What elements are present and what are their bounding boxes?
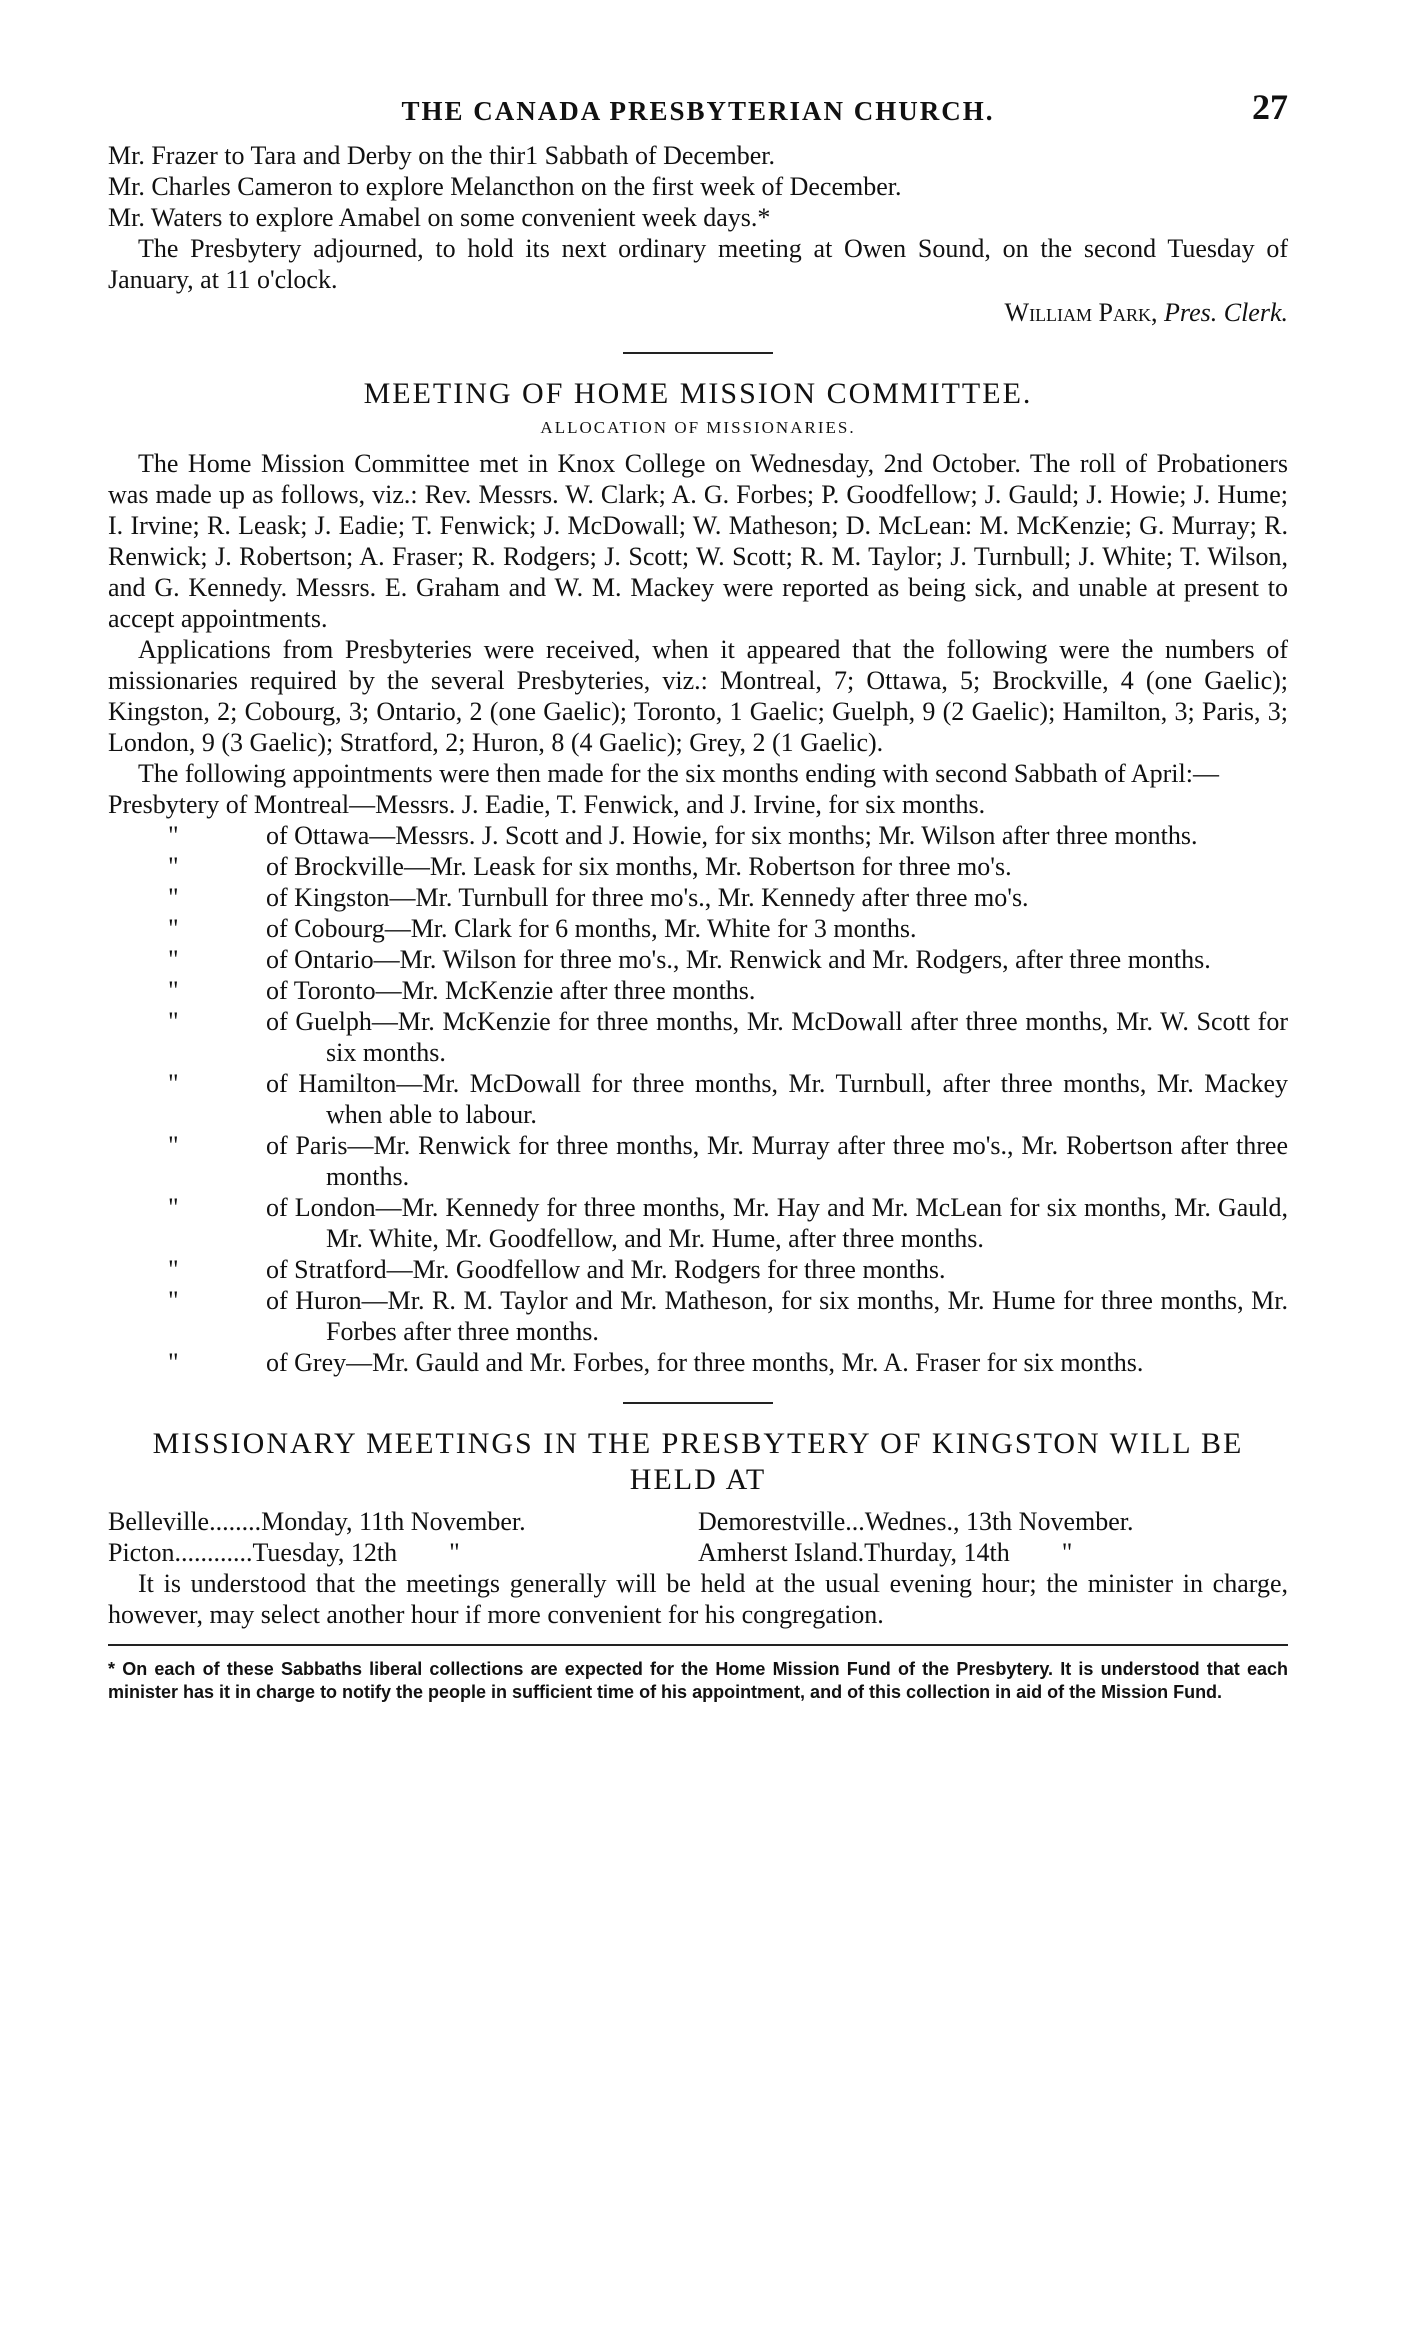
appointments-list [108,789,1288,1378]
schedule-entry: Picton............Tuesday, 12th " [108,1538,460,1567]
section-heading: MEETING OF HOME MISSION COMMITTEE. [363,377,1033,410]
appointment-entry [108,789,1288,820]
ditto-mark: " [168,1348,179,1377]
appointment-entry [108,1068,1288,1130]
ditto-mark: " [168,976,179,1005]
appointment-entry [108,820,1288,851]
appointment-entry [108,1192,1288,1254]
appointment-text: of Huron—Mr. R. M. Taylor and Mr. Matheson, for six months, Mr. Hume for three months, Mr. Forbes after three months. [266,1286,1288,1346]
appointment-text: of Paris—Mr. Renwick for three months, Mr. Murray after three mo's., Mr. Robertson after three months. [266,1131,1288,1191]
ditto-mark: " [168,1069,179,1098]
ditto-mark: " [168,883,179,912]
appointment-line: Mr. Frazer to Tara and Derby on the thir1 Sabbath of December. [108,141,775,170]
footnote-divider [108,1644,1288,1646]
ditto-mark: " [168,1193,179,1222]
section-divider [623,1402,773,1404]
meeting-note: It is understood that the meetings generally will be held at the usual evening hour; the minister in charge, however, may select another hour if more convenient for his congregation. [108,1569,1288,1629]
appointment-entry [108,1285,1288,1347]
appointment-entry [108,1254,1288,1285]
ditto-mark: " [168,1255,179,1284]
section-subheading: ALLOCATION OF MISSIONARIES. [540,418,856,437]
appointment-text: of Hamilton—Mr. McDowall for three months, Mr. Turnbull, after three months, Mr. Mackey when able to labour. [266,1069,1288,1129]
appointment-text: of London—Mr. Kennedy for three months, Mr. Hay and Mr. McLean for six months, Mr. Gauld, Mr. White, Mr. Goodfellow, and Mr. Hume, after three months. [266,1193,1288,1253]
adjournment-paragraph: The Presbytery adjourned, to hold its next ordinary meeting at Owen Sound, on the second Tuesday of January, at 11 o'clock. [108,234,1288,294]
section-divider [623,352,773,354]
appointment-text: of Guelph—Mr. McKenzie for three months, Mr. McDowall after three months, Mr. W. Scott for six months. [266,1007,1288,1067]
presbytery-appointments [108,140,1288,328]
appointment-entry [108,882,1288,913]
ditto-mark: " [168,1286,179,1315]
appointment-line: Mr. Waters to explore Amabel on some convenient week days.* [108,203,771,232]
ditto-mark: " [168,1007,179,1036]
meeting-schedule [108,1506,1288,1568]
appointment-text: of Kingston—Mr. Turnbull for three mo's., Mr. Kennedy after three mo's. [266,883,1029,912]
appointment-entry [108,913,1288,944]
page [108,80,1288,1704]
appointment-text: of Ontario—Mr. Wilson for three mo's., Mr. Renwick and Mr. Rodgers, after three months. [266,945,1211,974]
appointments-intro: The following appointments were then made for the six months ending with second Sabbath of April:— [138,759,1219,788]
schedule-entry: Belleville........Monday, 11th November. [108,1507,526,1536]
appointment-text: of Brockville—Mr. Leask for six months, Mr. Robertson for three mo's. [266,852,1012,881]
section-heading: MISSIONARY MEETINGS IN THE PRESBYTERY OF KINGSTON WILL BE HELD AT [152,1427,1244,1496]
running-title: THE CANADA PRESBYTERIAN CHURCH. [401,96,995,126]
ditto-mark: " [168,1131,179,1160]
ditto-mark: " [168,852,179,881]
appointment-text: of Grey—Mr. Gauld and Mr. Forbes, for three months, Mr. A. Fraser for six months. [266,1348,1144,1377]
page-header [108,80,1288,140]
appointment-text: Presbytery of Montreal—Messrs. J. Eadie, T. Fenwick, and J. Irvine, for six months. [108,790,986,819]
appointment-entry [108,944,1288,975]
appointment-text: of Ottawa—Messrs. J. Scott and J. Howie, for six months; Mr. Wilson after three months. [266,821,1198,850]
roll-paragraph: The Home Mission Committee met in Knox College on Wednesday, 2nd October. The roll of Probationers was made up as follows, viz.: Rev. Messrs. W. Clark; A. G. Forbes; P. Goodfellow; J. Gauld; J. Howie; J. Hume; I. Irvine; R. Leask; J. Eadie; T. Fenwick; J. McDowall; W. Matheson; D. McLean: M. McKenzie; G. Murray; R. Renwick; J. Robertson; A. Fraser; R. Rodgers; J. Scott; W. Scott; R. M. Taylor; J. Turnbull; J. White; T. Wilson, and G. Kennedy. Messrs. E. Graham and W. M. Mackey were reported as being sick, and unable at present to accept appointments. [108,449,1288,633]
appointment-text: of Toronto—Mr. McKenzie after three months. [266,976,756,1005]
appointment-entry [108,1347,1288,1378]
appointment-entry [108,975,1288,1006]
ditto-mark: " [168,821,179,850]
schedule-entry: Amherst Island.Thurday, 14th " [698,1538,1073,1567]
schedule-row [108,1506,1288,1537]
schedule-row [108,1537,1288,1568]
ditto-mark: " [168,945,179,974]
schedule-entry: Demorestville...Wednes., 13th November. [698,1507,1134,1536]
ditto-mark: " [168,914,179,943]
footnote: * On each of these Sabbaths liberal collections are expected for the Home Mission Fund of the Presbytery. It is understood that each minister has it in charge to notify the people in sufficient time of his appointment, and of this collection in aid of the Mission Fund. [108,1659,1288,1702]
appointment-entry [108,851,1288,882]
applications-paragraph: Applications from Presbyteries were received, when it appeared that the following were the numbers of missionaries required by the several Presbyteries, viz.: Montreal, 7; Ottawa, 5; Brockville, 4 (one Gaelic); Kingston, 2; Cobourg, 3; Ontario, 2 (one Gaelic); Toronto, 1 Gaelic; Guelph, 9 (2 Gaelic); Hamilton, 3; Paris, 3; London, 9 (3 Gaelic); Stratford, 2; Huron, 8 (4 Gaelic); Grey, 2 (1 Gaelic). [108,635,1288,757]
appointment-entry [108,1130,1288,1192]
signature [108,297,1288,328]
page-number: 27 [1252,87,1288,127]
signature-name: William Park, [1004,298,1158,327]
appointment-entry [108,1006,1288,1068]
appointment-text: of Cobourg—Mr. Clark for 6 months, Mr. White for 3 months. [266,914,917,943]
appointment-text: of Stratford—Mr. Goodfellow and Mr. Rodgers for three months. [266,1255,946,1284]
appointment-line: Mr. Charles Cameron to explore Melancthon on the first week of December. [108,172,902,201]
signature-role: Pres. Clerk. [1164,298,1288,327]
